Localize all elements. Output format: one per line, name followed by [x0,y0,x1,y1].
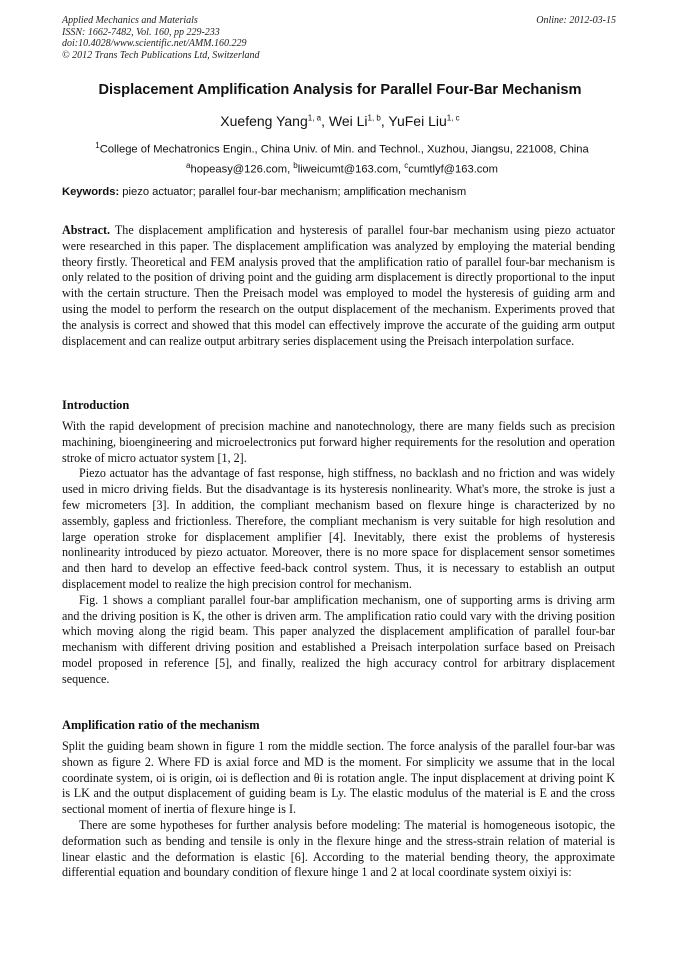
introduction-body [62,419,615,688]
paragraph: Fig. 1 shows a compliant parallel four-bar amplification mechanism, one of supporting arms is driving arm and the driving position is K, the other is driven arm. The amplification ratio could vary with the driving position which moving along the rigid beam. This paper analyzed the displacement amplification of parallel four-bar mechanism with different driving position and established a Preisach interpolation surface based on Preisach model proposed in reference [5], and finally, realized the high accuracy control for arbitrary displacement sequence. [62,592,615,686]
author-affil-mark: 1, b [367,113,381,123]
affiliation [62,138,622,177]
paragraph: There are some hypotheses for further analysis before modeling: The material is homogeneous isotopic, the deformation such as bending and tensile is only in the flexure hinge and the stress-strain relation of material is linear elastic and the deformation is elastic [6]. According to the material bending theory, the approximate differential equation and boundary condition of flexure hinge 1 and 2 at local coordinate system oixiyi is: [62,817,615,880]
paper-title: Displacement Amplification Analysis for Parallel Four-Bar Mechanism [98,82,582,98]
paragraph: Split the guiding beam shown in figure 1 rom the middle section. The force analysis of the parallel four-bar was shown as figure 2. Where FD is axial force and MD is the moment. For simplicity we assume that in the local coordinate system, oi is origin, ωi is deflection and θi is rotation angle. The input displacement at driving point K is LK and the output displacement of guiding beam is Ly. The elastic modulus of the material is E and the cross sectional moment of inertia of flexure hinge is I. [62,739,615,817]
author-name: Xuefeng Yang [220,113,308,129]
abstract [62,223,615,349]
paragraph: Piezo actuator has the advantage of fast response, high stiffness, no backlash and no friction and was widely used in micro driving fields. But the disadvantage is its hysteresis nonlinearity. What's more, the stroke is just a few micrometers [3]. In addition, the compliant mechanism based on flexure hinge is characterized by no assembly, gapless and frictionless. Therefore, the compliant mechanism is very suitable for high resolution and large operation stroke for displacement amplifier [4]. Inevitably, there exist the problems of hysteresis nonlinearity introduced by piezo actuator. Moreover, there is no more space for displacement sensor sometimes and then hard to develop an effective feed-back control system. Thus, it is necessary to establish an output displacement model to realize the high precision control for mechanism. [62,466,615,591]
abstract-text: The displacement amplification and hysteresis of parallel four-bar mechanism using piezo actuator were researched in this paper. The displacement amplification was analyzed by employing the material bending theory firstly. Theoretical and FEM analysis proved that the amplification ratio of parallel four-bar mechanism is only related to the position of driving point and the guiding arm displacement is directly proportional to the input with the certain structure. Then the Preisach model was employed to model the hysteresis of guiding arm and using the model to perform the research on the output displacement of the mechanism. Experiments proved that the analysis is correct and showed that this model can effectively improve the accurate of the guiding arm output displacement and can realize output arbitrary series displacement using the Preisach interpolation surface. [62,223,615,348]
author-affil-mark: 1, c [446,113,460,123]
amplification-body [62,739,615,881]
keywords-text: piezo actuator; parallel four-bar mechanism; amplification mechanism [119,186,467,198]
affiliation-text: College of Mechatronics Engin., China Univ. of Min. and Technol., Xuzhou, Jiangsu, 221008, China [99,143,589,156]
author-name: Wei Li [328,113,368,129]
email-link[interactable]: hopeasy@126.com [190,163,288,176]
affiliation-marker: 1 [95,141,100,150]
journal-header [62,15,616,61]
introduction-heading: Introduction [62,398,130,412]
email-link[interactable]: liweicumt@163.com [297,163,399,176]
doi-line: doi:10.4028/www.scientific.net/AMM.160.229 [62,38,247,49]
paragraph: With the rapid development of precision machine and nanotechnology, there are many fields such as precision machining, bioengineering and microelectronics put forward higher requirements for the resolution and operation stroke of micro actuator system [1, 2]. [62,419,615,465]
online-date: Online: 2012-03-15 [536,15,616,26]
keywords-label: Keywords: [62,186,120,198]
copyright-line: © 2012 Trans Tech Publications Ltd, Switzerland [62,49,260,61]
issn-line: ISSN: 1662-7482, Vol. 160, pp 229-233 [62,26,220,38]
journal-name: Applied Mechanics and Materials [62,15,198,26]
author-emails: $^a$hopeasy@126.com, $^b$liweicumt@163.com, $^c$cumtlyf@163.com [186,160,498,176]
abstract-label: Abstract. [62,223,111,237]
author-list: Xuefeng Yang$^{1, a}$, Wei Li$^{1, b}$, YuFei Liu$^{1, c}$ [220,113,460,129]
amplification-heading: Amplification ratio of the mechanism [62,718,260,732]
keywords [62,186,622,198]
author-affil-mark: 1, a [307,113,322,123]
email-link[interactable]: cumtlyf@163.com [408,163,498,176]
author-name: YuFei Liu [388,113,447,129]
